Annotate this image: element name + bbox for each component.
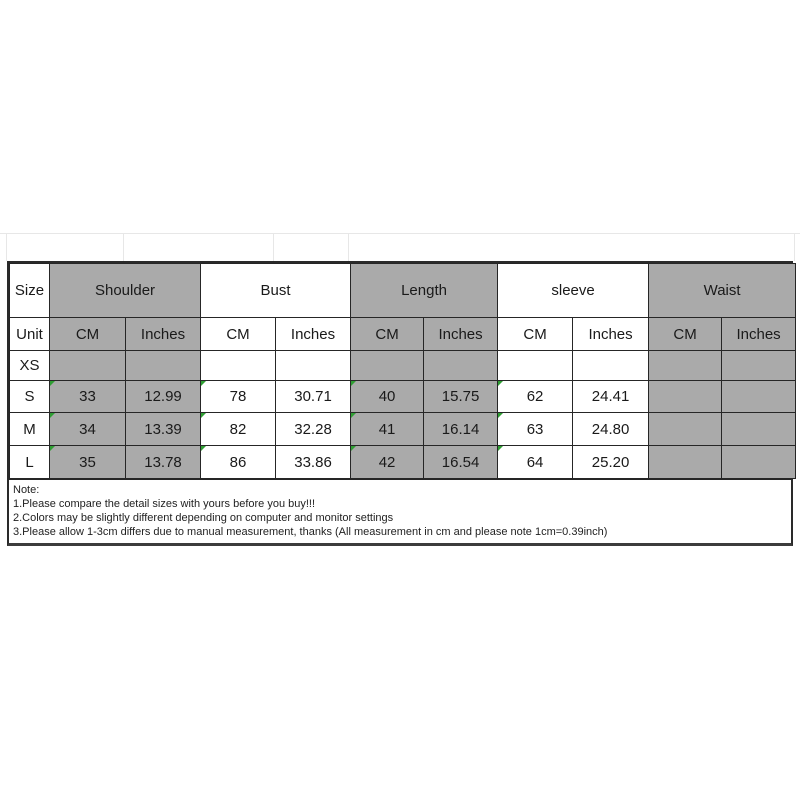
cell-value: 86 xyxy=(229,453,247,471)
data-cell xyxy=(351,413,424,446)
data-cell xyxy=(573,351,649,381)
size-label-cell: XS xyxy=(10,351,50,381)
data-cell xyxy=(498,413,573,446)
cell-value: 41 xyxy=(378,420,396,438)
error-indicator-icon xyxy=(351,413,356,418)
cell-value: 30.71 xyxy=(294,388,332,405)
error-indicator-icon xyxy=(351,381,356,386)
cell-value: 13.39 xyxy=(144,420,182,438)
unit-cell: Inches xyxy=(276,318,351,351)
data-cell xyxy=(50,413,126,446)
gridline-vertical xyxy=(6,233,7,261)
unit-cell: Unit xyxy=(10,318,50,351)
cell-value: 24.41 xyxy=(591,388,630,405)
note-line: 1.Please compare the detail sizes with yours before you buy!!! xyxy=(13,498,316,510)
unit-cell: CM xyxy=(50,318,126,351)
data-cell xyxy=(573,446,649,479)
unit-cell: Inches xyxy=(126,318,201,351)
data-cell xyxy=(722,381,796,413)
header-cell-bust: Bust xyxy=(201,264,351,318)
cell-value: 33.86 xyxy=(294,453,332,471)
data-cell xyxy=(424,381,498,413)
unit-row xyxy=(10,318,796,351)
error-indicator-icon xyxy=(351,446,356,451)
cell-value: 62 xyxy=(526,388,544,405)
data-cell xyxy=(649,381,722,413)
data-cell xyxy=(50,351,126,381)
data-cell xyxy=(649,413,722,446)
data-cell xyxy=(351,446,424,479)
header-cell-size: Size xyxy=(10,264,50,318)
cell-value: 64 xyxy=(526,453,544,471)
note-line: 3.Please allow 1-3cm differs due to manual measurement, thanks (All measurement in cm and please note 1cm=0.39inch) xyxy=(13,526,608,538)
data-cell xyxy=(573,381,649,413)
data-cell xyxy=(276,446,351,479)
note-section xyxy=(9,479,791,543)
cell-value: 15.75 xyxy=(441,388,480,405)
cell-value: 25.20 xyxy=(591,453,630,471)
data-cell xyxy=(351,351,424,381)
unit-cell: CM xyxy=(351,318,424,351)
data-cell xyxy=(424,413,498,446)
cell-value: 13.78 xyxy=(144,453,182,471)
unit-cell: CM xyxy=(498,318,573,351)
error-indicator-icon xyxy=(50,381,55,386)
header-row xyxy=(10,264,796,318)
gridline-vertical xyxy=(123,233,124,261)
cell-value: 78 xyxy=(229,388,247,405)
size-chart xyxy=(7,261,793,546)
cell-value: 35 xyxy=(79,453,96,471)
size-label-cell: L xyxy=(10,446,50,479)
header-cell-sleeve: sleeve xyxy=(498,264,649,318)
data-cell xyxy=(498,381,573,413)
unit-cell: CM xyxy=(201,318,276,351)
data-cell xyxy=(126,446,201,479)
data-cell xyxy=(50,381,126,413)
data-cell xyxy=(201,446,276,479)
data-cell xyxy=(126,351,201,381)
gridline-vertical xyxy=(794,233,795,261)
data-cell xyxy=(276,413,351,446)
size-label-cell: M xyxy=(10,413,50,446)
data-cell xyxy=(649,446,722,479)
error-indicator-icon xyxy=(201,413,206,418)
cell-value: 40 xyxy=(378,388,396,405)
error-indicator-icon xyxy=(50,413,55,418)
note-line: 2.Colors may be slightly different depending on computer and monitor settings xyxy=(13,512,394,524)
cell-value: 33 xyxy=(79,388,96,405)
data-cell xyxy=(126,413,201,446)
header-cell-waist: Waist xyxy=(649,264,796,318)
data-cell xyxy=(722,351,796,381)
data-cell xyxy=(50,446,126,479)
data-cell xyxy=(573,413,649,446)
data-cell xyxy=(276,381,351,413)
cell-value: 63 xyxy=(526,420,544,438)
table-row-m xyxy=(10,413,796,446)
note-title: Note: xyxy=(13,484,40,496)
cell-value: 32.28 xyxy=(294,420,332,438)
data-cell xyxy=(126,381,201,413)
table-row-l xyxy=(10,446,796,479)
data-cell xyxy=(201,351,276,381)
size-chart-table xyxy=(9,263,796,479)
error-indicator-icon xyxy=(498,413,503,418)
table-row-s xyxy=(10,381,796,413)
data-cell xyxy=(351,381,424,413)
error-indicator-icon xyxy=(498,446,503,451)
error-indicator-icon xyxy=(50,446,55,451)
data-cell xyxy=(498,351,573,381)
cell-value: 82 xyxy=(229,420,247,438)
unit-cell: Inches xyxy=(424,318,498,351)
gridline-vertical xyxy=(273,233,274,261)
data-cell xyxy=(722,413,796,446)
cell-value: 42 xyxy=(378,453,396,471)
cell-value: 12.99 xyxy=(144,388,182,405)
data-cell xyxy=(424,351,498,381)
size-label-cell: S xyxy=(10,381,50,413)
data-cell xyxy=(201,413,276,446)
error-indicator-icon xyxy=(201,381,206,386)
data-cell xyxy=(424,446,498,479)
unit-cell: Inches xyxy=(722,318,796,351)
data-cell xyxy=(276,351,351,381)
error-indicator-icon xyxy=(498,381,503,386)
unit-cell: CM xyxy=(649,318,722,351)
data-cell xyxy=(498,446,573,479)
gridline-horizontal xyxy=(0,233,800,234)
unit-cell: Inches xyxy=(573,318,649,351)
gridline-vertical xyxy=(348,233,349,261)
data-cell xyxy=(722,446,796,479)
cell-value: 24.80 xyxy=(591,420,630,438)
cell-value: 16.54 xyxy=(441,453,480,471)
table-row-xs xyxy=(10,351,796,381)
data-cell xyxy=(201,381,276,413)
cell-value: 34 xyxy=(79,420,96,438)
cell-value: 16.14 xyxy=(441,420,480,438)
error-indicator-icon xyxy=(201,446,206,451)
header-cell-length: Length xyxy=(351,264,498,318)
data-cell xyxy=(649,351,722,381)
header-cell-shoulder: Shoulder xyxy=(50,264,201,318)
